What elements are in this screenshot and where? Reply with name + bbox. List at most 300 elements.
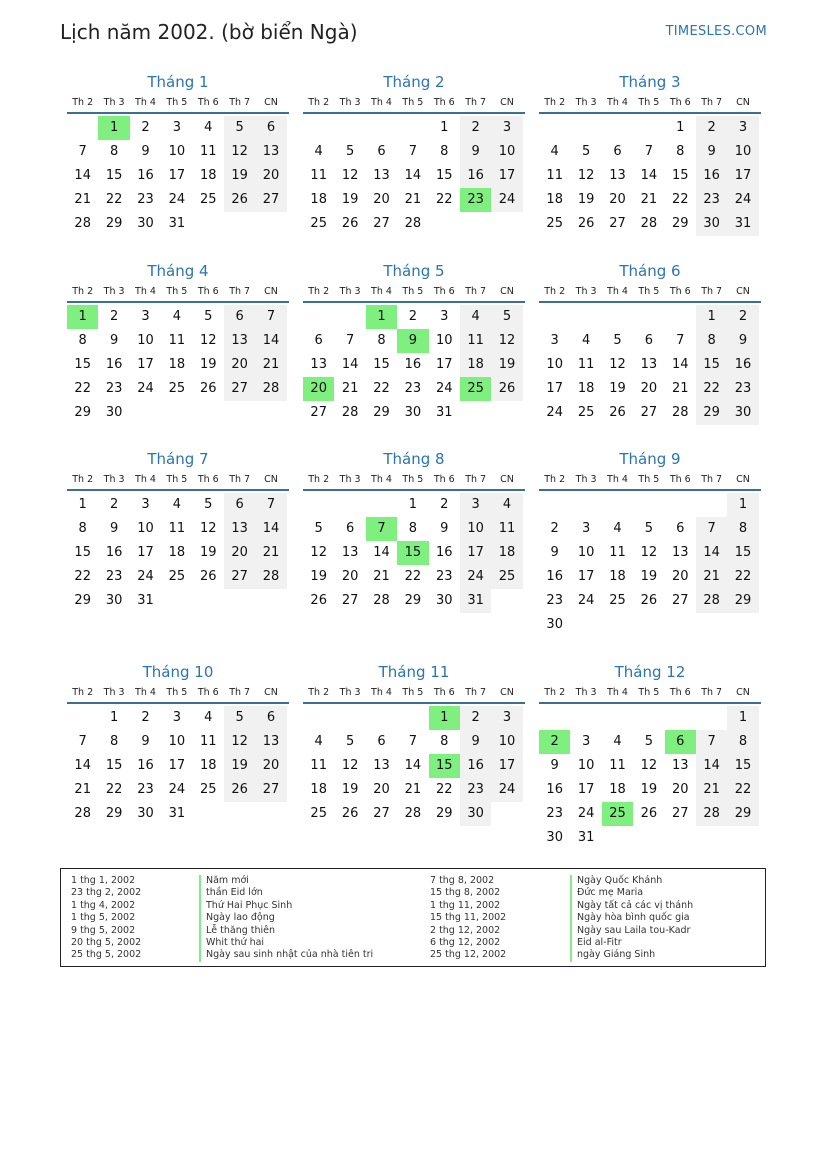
day-grid (539, 305, 761, 425)
day-cell-empty (633, 706, 664, 730)
day-cell: 10 (577, 545, 595, 560)
legend-date: 1 thg 4, 2002 (71, 899, 136, 911)
day-cell: 21 (255, 353, 286, 377)
day-cell: 12 (577, 168, 595, 183)
weekday-label: Th 6 (669, 687, 691, 698)
day-cell: 26 (577, 216, 595, 231)
weekday-label: Th 4 (371, 687, 392, 698)
weekday-label: Th 6 (433, 687, 455, 698)
weekday-label: Th 5 (638, 474, 660, 485)
day-cell: 29 (74, 405, 91, 420)
weekday-label: Th 2 (544, 474, 566, 485)
legend-date: 6 thg 12, 2002 (430, 936, 501, 948)
holiday-legend (60, 868, 766, 967)
day-cell: 12 (224, 140, 255, 164)
weekday-header (539, 94, 761, 114)
holiday-day-cell: 20 (303, 377, 334, 401)
weekday-label: Th 2 (72, 687, 94, 698)
day-cell: 14 (74, 758, 91, 773)
weekday-label: Th 5 (402, 97, 424, 108)
day-cell: 17 (546, 381, 563, 396)
day-cell: 28 (341, 405, 359, 420)
day-cell: 11 (491, 517, 522, 541)
day-cell: 6 (224, 305, 255, 329)
day-cell: 9 (109, 521, 119, 536)
day-cell: 4 (204, 710, 213, 725)
day-cell: 11 (609, 758, 626, 773)
day-cell: 23 (546, 593, 563, 608)
day-cell: 28 (373, 593, 390, 608)
weekday-label: Th 6 (433, 97, 455, 108)
day-cell: 14 (255, 517, 286, 541)
day-cell: 5 (644, 734, 653, 749)
day-cell: 4 (613, 521, 622, 536)
day-cell: 29 (696, 401, 727, 425)
weekday-label: Th 4 (607, 474, 628, 485)
weekday-label: Th 6 (197, 687, 219, 698)
weekday-label: Th 2 (72, 97, 94, 108)
day-cell: 12 (199, 521, 217, 536)
day-cell: 29 (105, 806, 123, 821)
weekday-label: Th 3 (339, 286, 361, 297)
day-cell: 19 (199, 357, 217, 372)
weekday-header (67, 94, 289, 114)
day-cell: 5 (644, 521, 653, 536)
day-cell: 23 (105, 381, 123, 396)
day-cell: 9 (727, 329, 758, 353)
weekday-label: CN (736, 474, 750, 485)
day-grid (67, 493, 289, 613)
day-grid (303, 116, 525, 236)
page-title: Lịch năm 2002. (bờ biển Ngà) (60, 20, 358, 44)
day-cell: 2 (141, 710, 150, 725)
month-title: Tháng 3 (619, 73, 681, 91)
day-cell-empty (570, 305, 601, 329)
day-cell: 6 (255, 706, 286, 730)
day-cell: 22 (74, 569, 91, 584)
day-cell: 9 (141, 144, 150, 159)
day-cell: 25 (310, 216, 327, 231)
holiday-day-cell: 23 (460, 188, 491, 212)
weekday-label: Th 2 (544, 687, 566, 698)
day-cell: 6 (676, 521, 685, 536)
day-cell: 24 (435, 381, 453, 396)
weekday-label: Th 6 (197, 97, 219, 108)
day-cell: 21 (696, 778, 727, 802)
day-cell: 8 (78, 521, 87, 536)
legend-holiday-name: Ngày hòa bình quốc gia (570, 912, 693, 924)
day-cell-empty (67, 116, 98, 140)
day-cell: 18 (310, 192, 327, 207)
month-7 (67, 447, 289, 613)
day-cell: 25 (491, 565, 522, 589)
day-cell: 15 (105, 168, 123, 183)
legend-holiday-name: Ngày sau Laila tou-Kadr (570, 925, 693, 937)
day-cell: 2 (440, 497, 449, 512)
holiday-day-cell: 1 (366, 305, 397, 329)
legend-names-right (570, 875, 693, 962)
weekday-label: Th 5 (638, 97, 660, 108)
day-cell: 17 (168, 758, 186, 773)
day-cell: 23 (546, 806, 563, 821)
day-cell: 16 (460, 164, 491, 188)
day-cell: 5 (613, 333, 622, 348)
day-cell: 5 (224, 116, 255, 140)
day-cell: 7 (696, 730, 727, 754)
day-cell: 18 (609, 782, 626, 797)
day-cell: 18 (199, 758, 217, 773)
day-cell: 20 (341, 569, 359, 584)
weekday-label: Th 5 (166, 687, 188, 698)
day-cell: 29 (373, 405, 390, 420)
day-cell: 20 (255, 754, 286, 778)
day-cell: 11 (199, 734, 217, 749)
day-cell: 28 (74, 216, 91, 231)
day-cell: 6 (613, 144, 622, 159)
day-cell-empty (633, 305, 664, 329)
day-cell: 6 (224, 493, 255, 517)
legend-date: 25 thg 12, 2002 (430, 949, 507, 961)
day-cell: 18 (310, 782, 327, 797)
weekday-label: Th 3 (575, 286, 597, 297)
day-cell: 27 (341, 593, 359, 608)
weekday-label: Th 7 (229, 474, 251, 485)
legend-holiday-name: Ngày lao động (199, 912, 373, 924)
day-cell: 2 (460, 706, 491, 730)
day-cell: 20 (609, 192, 626, 207)
weekday-label: Th 3 (339, 97, 361, 108)
day-cell-empty (665, 493, 696, 517)
day-cell: 15 (435, 168, 453, 183)
legend-date: 9 thg 5, 2002 (71, 924, 136, 936)
day-cell: 9 (550, 758, 559, 773)
day-cell: 22 (671, 192, 689, 207)
month-title: Tháng 4 (147, 262, 209, 280)
day-cell: 28 (640, 216, 658, 231)
day-cell: 30 (696, 212, 727, 236)
day-cell: 12 (224, 730, 255, 754)
day-cell: 21 (373, 569, 390, 584)
month-title: Tháng 8 (383, 450, 445, 468)
holiday-day-cell: 1 (429, 706, 460, 730)
weekday-header (303, 94, 525, 114)
month-1 (67, 70, 289, 236)
day-cell: 7 (676, 333, 685, 348)
day-cell: 1 (440, 120, 449, 135)
day-cell: 28 (404, 806, 422, 821)
day-cell: 11 (310, 758, 327, 773)
day-cell-empty (539, 706, 570, 730)
day-cell: 13 (224, 329, 255, 353)
day-cell: 3 (581, 521, 591, 536)
weekday-header (67, 684, 289, 704)
day-cell: 27 (255, 778, 286, 802)
day-cell: 10 (577, 758, 595, 773)
day-cell-empty (366, 116, 397, 140)
weekday-label: Th 6 (669, 286, 691, 297)
day-cell: 31 (168, 806, 186, 821)
day-cell: 29 (435, 806, 453, 821)
day-cell: 9 (550, 545, 559, 560)
day-cell: 20 (671, 569, 689, 584)
day-cell: 3 (491, 706, 522, 730)
day-cell: 12 (310, 545, 327, 560)
day-cell: 19 (640, 569, 658, 584)
weekday-label: Th 7 (229, 286, 251, 297)
day-cell: 21 (696, 565, 727, 589)
day-cell: 17 (435, 357, 453, 372)
day-cell: 3 (440, 309, 449, 324)
day-cell: 4 (172, 497, 181, 512)
day-cell: 23 (727, 377, 758, 401)
weekday-label: Th 6 (433, 474, 455, 485)
month-5 (303, 259, 525, 425)
legend-date: 7 thg 8, 2002 (430, 875, 495, 886)
day-cell: 30 (137, 216, 154, 231)
weekday-label: CN (264, 687, 278, 698)
day-cell: 12 (640, 758, 658, 773)
day-cell: 11 (609, 545, 626, 560)
day-cell: 13 (609, 168, 626, 183)
day-cell-empty (633, 116, 664, 140)
legend-holiday-name: Đức mẹ Maria (570, 887, 693, 899)
weekday-label: Th 5 (638, 687, 660, 698)
month-8 (303, 447, 525, 613)
day-cell: 25 (168, 569, 186, 584)
day-cell: 22 (696, 377, 727, 401)
day-cell: 17 (460, 541, 491, 565)
day-cell: 4 (491, 493, 522, 517)
day-cell: 24 (168, 192, 186, 207)
weekday-label: Th 7 (465, 286, 487, 297)
day-cell: 10 (460, 517, 491, 541)
month-9 (539, 447, 761, 637)
day-cell: 11 (199, 144, 217, 159)
legend-holiday-name: Whit thứ hai (199, 937, 373, 949)
day-cell-empty (665, 305, 696, 329)
weekday-label: Th 6 (433, 286, 455, 297)
day-cell-empty (696, 493, 727, 517)
day-cell: 15 (671, 168, 689, 183)
day-cell: 22 (105, 192, 123, 207)
day-grid (539, 116, 761, 236)
day-cell: 23 (435, 569, 453, 584)
day-cell: 3 (460, 493, 491, 517)
month-3 (539, 70, 761, 236)
day-cell: 24 (727, 188, 758, 212)
day-cell: 15 (727, 541, 758, 565)
day-cell: 25 (310, 806, 327, 821)
day-cell: 16 (435, 545, 453, 560)
day-cell: 2 (460, 116, 491, 140)
legend-date: 1 thg 5, 2002 (71, 912, 136, 924)
legend-date: 2 thg 12, 2002 (430, 924, 501, 936)
holiday-day-cell: 15 (397, 541, 428, 565)
day-cell: 20 (224, 353, 255, 377)
day-cell: 14 (404, 758, 422, 773)
weekday-label: Th 4 (135, 474, 156, 485)
weekday-label: Th 7 (701, 97, 723, 108)
weekday-label: Th 3 (339, 687, 361, 698)
day-cell: 17 (577, 569, 595, 584)
day-cell: 18 (199, 168, 217, 183)
day-cell: 15 (105, 758, 123, 773)
day-cell: 16 (105, 545, 123, 560)
day-cell: 2 (109, 497, 119, 512)
day-cell-empty (696, 706, 727, 730)
day-cell: 1 (78, 497, 87, 512)
day-cell: 16 (727, 353, 758, 377)
month-2 (303, 70, 525, 236)
day-cell: 24 (460, 565, 491, 589)
day-cell: 13 (640, 357, 658, 372)
day-cell: 30 (105, 405, 123, 420)
weekday-label: Th 5 (402, 687, 424, 698)
weekday-label: Th 2 (308, 286, 330, 297)
day-cell: 22 (373, 381, 390, 396)
day-cell: 10 (727, 140, 758, 164)
day-cell: 13 (224, 517, 255, 541)
day-grid (303, 493, 525, 613)
day-cell: 27 (640, 405, 658, 420)
day-cell: 20 (255, 164, 286, 188)
day-cell: 24 (546, 405, 563, 420)
day-cell: 18 (168, 545, 186, 560)
weekday-label: Th 5 (402, 474, 424, 485)
day-cell: 5 (314, 521, 323, 536)
weekday-label: Th 3 (575, 474, 597, 485)
day-cell: 13 (671, 758, 689, 773)
day-cell: 9 (440, 521, 449, 536)
day-cell: 11 (168, 521, 186, 536)
day-cell: 24 (491, 778, 522, 802)
day-cell: 28 (74, 806, 91, 821)
day-cell: 5 (204, 309, 213, 324)
day-cell: 28 (404, 216, 422, 231)
weekday-label: CN (500, 286, 514, 297)
weekday-header (67, 471, 289, 491)
day-grid (539, 706, 761, 850)
day-cell: 19 (341, 782, 359, 797)
day-cell: 16 (460, 754, 491, 778)
day-cell: 4 (550, 144, 559, 159)
month-12 (539, 660, 761, 850)
day-cell: 17 (491, 164, 522, 188)
day-cell: 1 (676, 120, 685, 135)
brand-link[interactable]: TIMESLES.COM (665, 24, 767, 39)
legend-holiday-name: thần Eid lớn (199, 887, 373, 899)
day-cell: 9 (696, 140, 727, 164)
day-cell: 21 (74, 782, 91, 797)
weekday-label: Th 4 (371, 474, 392, 485)
day-cell: 20 (640, 381, 658, 396)
day-cell: 27 (310, 405, 327, 420)
legend-names-left (199, 875, 373, 962)
day-cell: 27 (255, 188, 286, 212)
day-cell: 26 (199, 381, 217, 396)
weekday-label: Th 5 (166, 286, 188, 297)
day-cell: 10 (435, 333, 453, 348)
month-title: Tháng 2 (383, 73, 445, 91)
day-cell: 31 (168, 216, 186, 231)
day-cell: 24 (577, 593, 595, 608)
day-cell: 24 (577, 806, 595, 821)
day-cell: 28 (671, 405, 689, 420)
day-cell: 6 (644, 333, 653, 348)
weekday-label: Th 6 (669, 474, 691, 485)
day-cell: 8 (109, 144, 119, 159)
day-cell-empty (539, 493, 570, 517)
day-cell: 29 (727, 802, 758, 826)
day-cell: 12 (341, 168, 359, 183)
day-cell: 25 (546, 216, 563, 231)
day-cell-empty (539, 116, 570, 140)
month-title: Tháng 1 (147, 73, 209, 91)
day-cell: 18 (609, 569, 626, 584)
weekday-label: Th 2 (72, 286, 94, 297)
day-cell: 7 (644, 144, 653, 159)
day-cell-empty (303, 493, 334, 517)
day-cell: 25 (168, 381, 186, 396)
day-cell: 17 (137, 357, 154, 372)
day-cell: 26 (224, 188, 255, 212)
day-cell-empty (334, 305, 365, 329)
day-cell: 14 (640, 168, 658, 183)
day-cell-empty (570, 116, 601, 140)
day-cell-empty (602, 116, 633, 140)
weekday-label: Th 5 (402, 286, 424, 297)
month-title: Tháng 12 (614, 663, 686, 681)
day-cell: 3 (491, 116, 522, 140)
day-cell: 27 (373, 216, 390, 231)
day-cell: 9 (460, 140, 491, 164)
holiday-day-cell: 9 (397, 329, 428, 353)
day-cell: 24 (491, 188, 522, 212)
day-cell: 4 (314, 144, 323, 159)
day-cell: 28 (696, 589, 727, 613)
day-cell: 9 (460, 730, 491, 754)
day-cell: 9 (141, 734, 150, 749)
weekday-label: Th 7 (701, 474, 723, 485)
legend-holiday-name: Thứ Hai Phục Sinh (199, 900, 373, 912)
weekday-label: Th 4 (607, 687, 628, 698)
day-cell-empty (570, 493, 601, 517)
day-cell: 21 (74, 192, 91, 207)
day-cell: 19 (491, 353, 522, 377)
day-cell: 10 (168, 734, 186, 749)
day-cell: 8 (440, 734, 449, 749)
day-cell: 18 (460, 353, 491, 377)
day-cell-empty (67, 706, 98, 730)
day-cell: 21 (671, 381, 689, 396)
day-cell: 18 (491, 541, 522, 565)
day-cell: 16 (105, 357, 123, 372)
weekday-header (303, 283, 525, 303)
weekday-label: Th 7 (229, 97, 251, 108)
weekday-label: Th 3 (103, 97, 125, 108)
weekday-label: CN (736, 687, 750, 698)
day-cell: 7 (78, 144, 87, 159)
legend-date: 1 thg 11, 2002 (430, 899, 501, 911)
day-cell: 2 (141, 120, 150, 135)
day-cell: 8 (440, 144, 449, 159)
day-cell: 12 (341, 758, 359, 773)
day-cell: 27 (224, 377, 255, 401)
day-cell: 17 (168, 168, 186, 183)
day-cell: 30 (137, 806, 154, 821)
day-cell: 23 (404, 381, 422, 396)
legend-holiday-name: ngày Giáng Sinh (570, 949, 693, 961)
